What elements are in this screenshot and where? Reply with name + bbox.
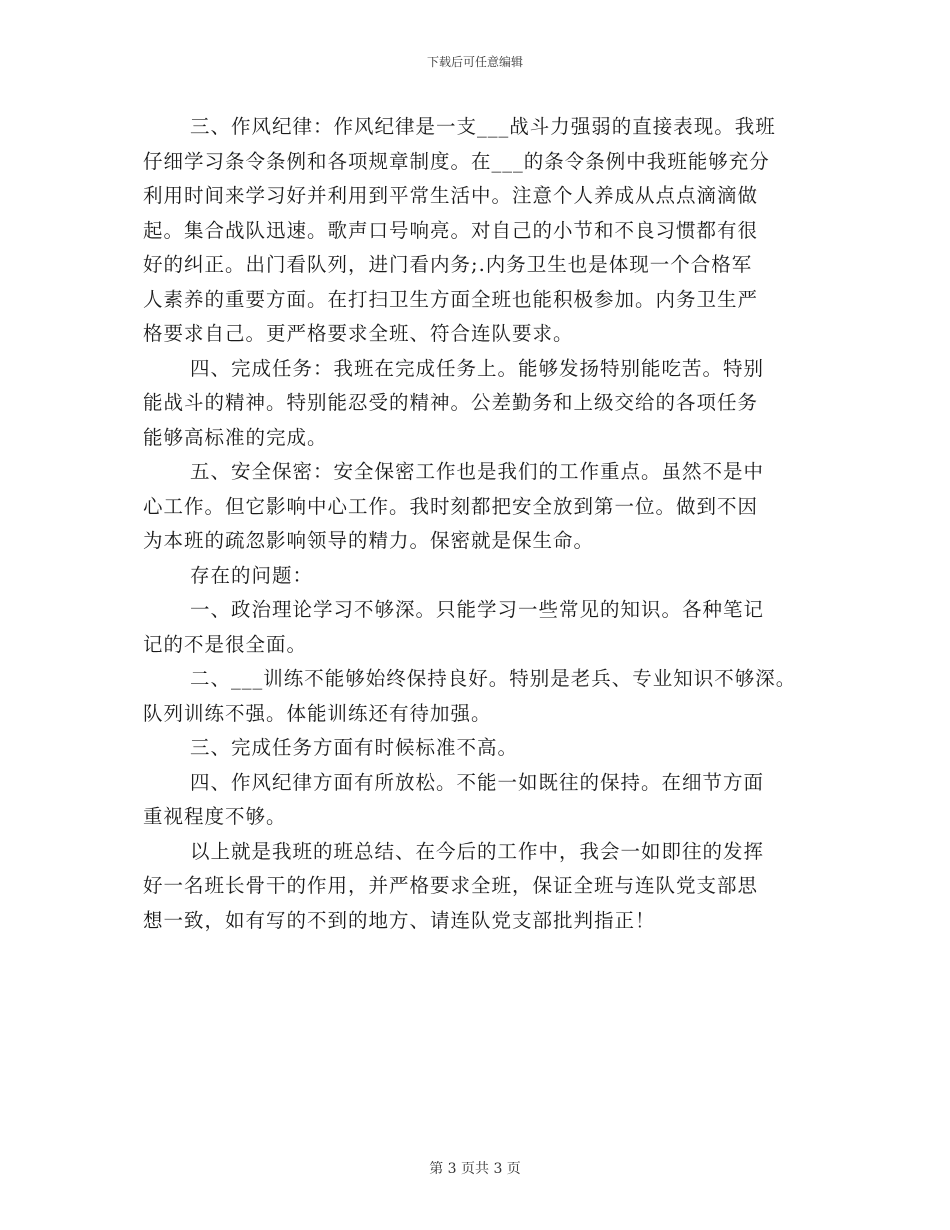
- paragraph-line: 仔细学习条令条例和各项规章制度。在___的条令条例中我班能够充分: [143, 149, 770, 173]
- paragraph-line: 五、安全保密：安全保密工作也是我们的工作重点。虽然不是中: [190, 460, 765, 483]
- paragraph-line: 重视程度不够。: [143, 805, 287, 828]
- paragraph-line: 格要求自己。更严格要求全班、符合连队要求。: [143, 322, 574, 345]
- paragraph-line: 好的纠正。出门看队列，进门看内务;.内务卫生也是体现一个合格军: [143, 253, 753, 276]
- paragraph-line: 一、政治理论学习不够深。只能学习一些常见的知识。各种笔记: [190, 598, 765, 621]
- page-header: 下载后可任意编辑: [426, 55, 523, 69]
- paragraph-line: 为本班的疏忽影响领导的精力。保密就是保生命。: [143, 529, 595, 552]
- document-body: [143, 110, 833, 938]
- paragraph-line: 三、完成任务方面有时候标准不高。: [190, 736, 519, 759]
- paragraph-line: 二、___训练不能够始终保持良好。特别是老兵、专业知识不够深。: [190, 667, 797, 690]
- paragraph-line: 想一致，如有写的不到的地方、请连队党支部批判指正！: [143, 908, 656, 932]
- paragraph-line: 心工作。但它影响中心工作。我时刻都把安全放到第一位。做到不因: [143, 494, 759, 518]
- paragraph-line: 能够高标准的完成。: [143, 425, 328, 449]
- paragraph-line: 四、完成任务：我班在完成任务上。能够发扬特别能吃苦。特别: [190, 356, 765, 380]
- paragraph-line: 队列训练不强。体能训练还有待加强。: [143, 701, 492, 725]
- paragraph-line: 以上就是我班的班总结、在今后的工作中，我会一如即往的发挥: [190, 839, 765, 863]
- paragraph-line: 三、作风纪律：作风纪律是一支___战斗力强弱的直接表现。我班: [190, 115, 776, 138]
- paragraph-line: 四、作风纪律方面有所放松。不能一如既往的保持。在细节方面: [190, 770, 765, 794]
- section-heading: 存在的问题：: [190, 563, 314, 587]
- paragraph-line: 人素养的重要方面。在打扫卫生方面全班也能积极参加。内务卫生严: [143, 287, 759, 311]
- paragraph-line: 好一名班长骨干的作用，并严格要求全班，保证全班与连队党支部思: [143, 874, 759, 897]
- paragraph-line: 利用时间来学习好并利用到平常生活中。注意个人养成从点点滴滴做: [143, 184, 759, 207]
- page-number: 第 3 页共 3 页: [429, 1161, 521, 1177]
- paragraph-line: 能战斗的精神。特别能忍受的精神。公差勤务和上级交给的各项任务: [143, 391, 759, 414]
- paragraph-line: 起。集合战队迅速。歌声口号响亮。对自己的小节和不良习惯都有很: [143, 218, 759, 242]
- paragraph-line: 记的不是很全面。: [143, 632, 308, 656]
